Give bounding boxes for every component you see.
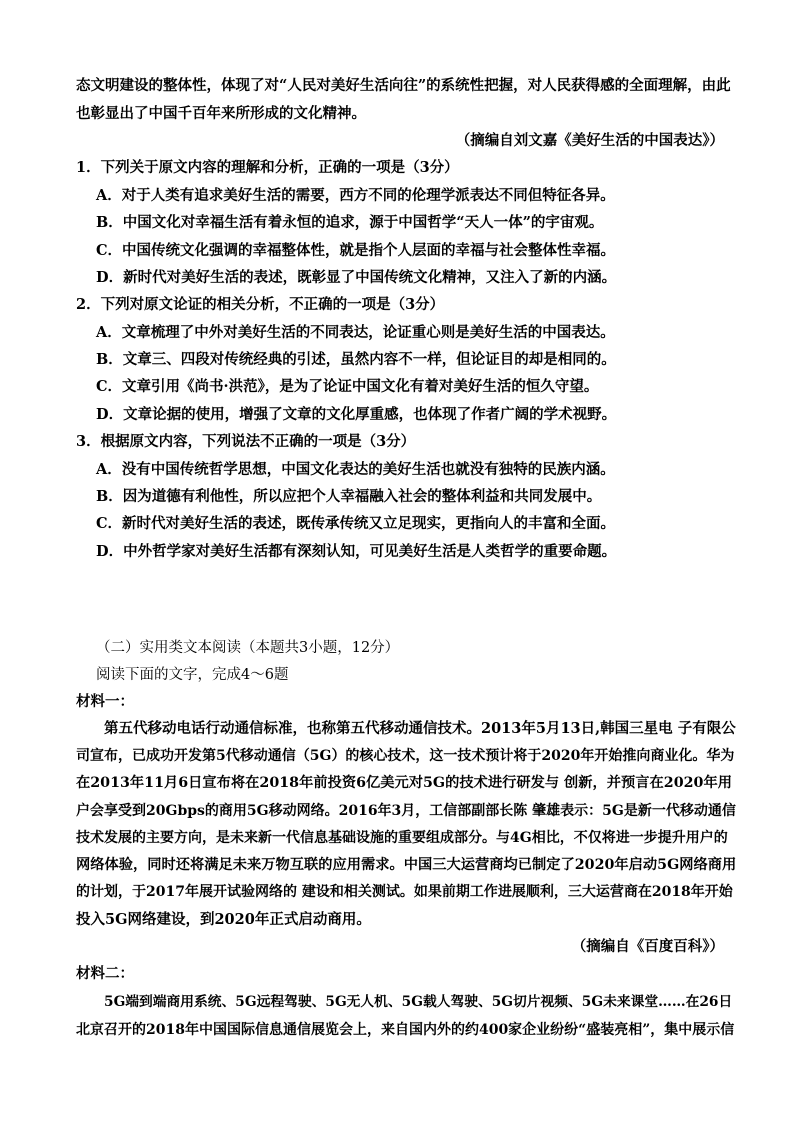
question-3-option-b: B．因为道德有利他性，所以应把个人幸福融入社会的整体利益和共同发展中。: [96, 488, 602, 505]
material-1-line-5: 技术发展的主要方向，是未来新一代信息基础设施的重要组成部分。与4G相比，不仅将进一步提升用户的: [76, 830, 728, 846]
material-1-source: （摘编自《百度百科》）: [571, 938, 724, 955]
material-1-line-1: 第五代移动电话行动通信标准，也称第五代移动通信技术。2013年5月13日,韩国三星电 子有限公: [104, 720, 736, 737]
material-1-line-7: 的计划，于2017年展开试验网络的 建设和相关测试。如果前期工作进展顺利，三大运营商在2018年开始: [76, 884, 733, 900]
question-3-option-d: D．中外哲学家对美好生活都有深刻认知，可见美好生活是人类哲学的重要命题。: [96, 543, 617, 560]
question-3-option-a: A．没有中国传统哲学思想，中国文化表达的美好生活也就没有独特的民族内涵。: [96, 461, 615, 478]
question-1-option-a: A．对于人类有追求美好生活的需要，西方不同的伦理学派表达不同但特征各异。: [96, 187, 615, 204]
question-2-option-b: B．文章三、四段对传统经典的引述，虽然内容不一样，但论证目的却是相同的。: [96, 351, 616, 368]
material-1-line-6: 网络体验，同时还将满足未来万物互联的应用需求。中国三大运营商均已制定了2020年启动5G网络商用: [76, 857, 737, 873]
material-2-label: 材料二：: [76, 965, 134, 982]
material-1-line-3: 在2013年11月6日宣布将在2018年前投资6亿美元对5G的技术进行研发与 创新，并预言在2020年用: [76, 775, 732, 791]
question-1-option-b: B．中国文化对幸福生活有着永恒的追求，源于中国哲学“天人一体”的宇宙观。: [96, 214, 604, 231]
passage-tail-line-2: 也彰显出了中国千百年来所形成的文化精神。: [76, 105, 366, 122]
material-1-line-8: 投入5G网络建设，到2020年正式启动商用。: [76, 911, 371, 928]
passage-tail-line-1: 态文明建设的整体性，体现了对“人民对美好生活向往”的系统性把握，对人民获得感的全面理解，由此: [76, 77, 731, 94]
material-1-line-4: 户会享受到20Gbps的商用5G移动网络。2016年3月，工信部副部长陈 肇雄表示：5G是新一代移动通信: [76, 803, 736, 819]
material-1-line-2: 司宣布，已成功开发第5代移动通信（5G）的核心技术，这一技术预计将于2020年开始推向商业化。华为: [76, 748, 735, 764]
material-1-label: 材料一：: [76, 693, 134, 710]
material-2-line-2: 北京召开的2018年中国国际信息通信展览会上，来自国内外的约400家企业纷纷“盛装亮相”，集中展示信: [76, 1022, 735, 1038]
section-2-heading: （二）实用类文本阅读（本题共3小题，12分）: [96, 640, 400, 656]
question-1-option-c: C．中国传统文化强调的幸福整体性，就是指个人层面的幸福与社会整体性幸福。: [96, 242, 616, 259]
question-2-option-c: C．文章引用《尚书·洪范》，是为了论证中国文化有着对美好生活的恒久守望。: [96, 378, 599, 395]
question-1-option-d: D．新时代对美好生活的表述，既彰显了中国传统文化精神，又注入了新的内涵。: [96, 269, 617, 286]
question-3-stem: 3．根据原文内容，下列说法不正确的一项是（3分）: [76, 433, 416, 450]
section-2-instruction: 阅读下面的文字，完成4～6题: [96, 667, 289, 683]
question-1-stem: 1．下列关于原文内容的理解和分析，正确的一项是（3分）: [76, 159, 459, 176]
question-2-option-a: A．文章梳理了中外对美好生活的不同表达，论证重心则是美好生活的中国表达。: [96, 324, 615, 341]
question-3-option-c: C．新时代对美好生活的表述，既传承传统又立足现实，更指向人的丰富和全面。: [96, 515, 616, 532]
material-2-line-1: 5G端到端商用系统、5G远程驾驶、5G无人机、5G载人驾驶、5G切片视频、5G未来课堂……在26日: [104, 994, 733, 1010]
passage-source: （摘编自刘文嘉《美好生活的中国表达》）: [455, 132, 724, 149]
question-2-stem: 2．下列对原文论证的相关分析，不正确的一项是（3分）: [76, 296, 445, 313]
question-2-option-d: D．文章论据的使用，增强了文章的文化厚重感，也体现了作者广阔的学术视野。: [96, 406, 617, 423]
